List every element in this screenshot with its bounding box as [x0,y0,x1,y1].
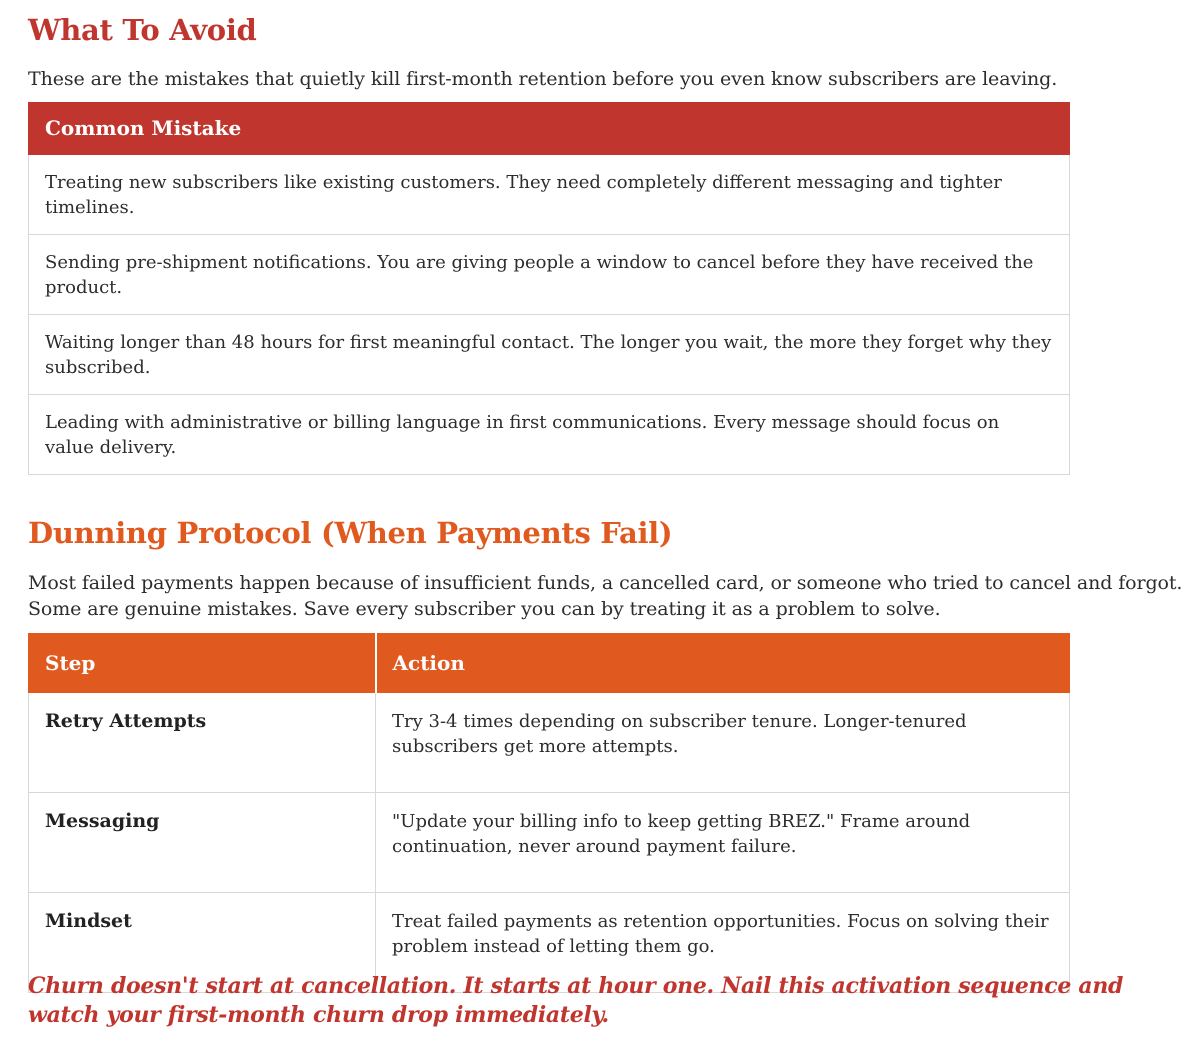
action-header: Action [376,634,1070,693]
what-to-avoid-intro: These are the mistakes that quietly kill first-month retention before you even know subscribers are leaving. [28,68,1058,90]
step-cell: Messaging [29,793,376,893]
step-cell: Mindset [29,893,376,993]
action-cell: "Update your billing info to keep getting BREZ." Frame around continuation, never around payment failure. [376,793,1070,893]
mistake-cell: Treating new subscribers like existing customers. They need completely different messaging and tighter timelines. [29,155,1070,235]
table-row [29,235,1070,315]
common-mistake-header: Common Mistake [29,103,1070,155]
action-cell: Treat failed payments as retention opportunities. Focus on solving their problem instead of letting them go. [376,893,1070,993]
step-cell: Retry Attempts [29,693,376,793]
table-header-row [29,634,1070,693]
closing-callout: Churn doesn't start at cancellation. It starts at hour one. Nail this activation sequence and watch your first-month churn drop immediately. [28,973,1124,1028]
action-cell: Try 3-4 times depending on subscriber tenure. Longer-tenured subscribers get more attempts. [376,693,1070,793]
table-row [29,155,1070,235]
mistake-cell: Leading with administrative or billing language in first communications. Every message should focus on value delivery. [29,395,1070,475]
table-row [29,693,1070,793]
step-header: Step [29,634,376,693]
table-header-row [29,103,1070,155]
common-mistakes-table [28,102,1070,475]
mistake-cell: Sending pre-shipment notifications. You are giving people a window to cancel before they have received the product. [29,235,1070,315]
table-row [29,793,1070,893]
what-to-avoid-heading: What To Avoid [28,13,257,47]
table-row [29,395,1070,475]
dunning-protocol-intro: Most failed payments happen because of insufficient funds, a cancelled card, or someone who tried to cancel and forgot. Some are genuine mistakes. Save every subscriber you can by treating it as a problem to solve. [28,572,1183,620]
table-row [29,315,1070,395]
dunning-protocol-heading: Dunning Protocol (When Payments Fail) [28,516,673,550]
mistake-cell: Waiting longer than 48 hours for first meaningful contact. The longer you wait, the more they forget why they subscribed. [29,315,1070,395]
dunning-steps-table [28,633,1070,993]
